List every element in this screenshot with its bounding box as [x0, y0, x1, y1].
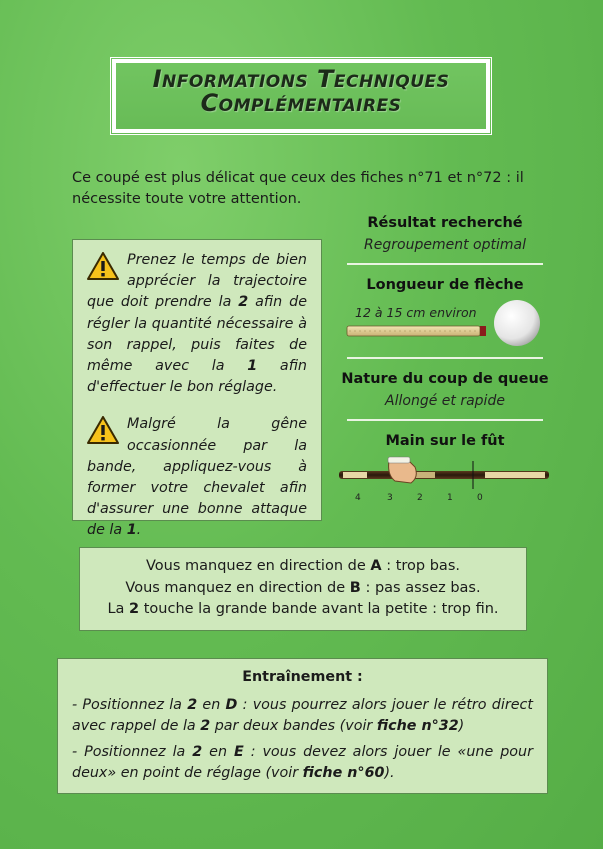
warning-paragraph: Prenez le temps de bien apprécier la trajectoire que doit prendre la 2 afin de régler la quantité nécessaire à son rappel, puis faites de même avec la 1 afin d'effectuer le bon réglage. [87, 252, 307, 396]
warning-icon [87, 252, 119, 280]
title-line-2: Complémentaires [200, 89, 402, 117]
cue-ball-icon [492, 298, 542, 348]
warning-box [72, 239, 322, 539]
scale-label: 2 [417, 493, 423, 503]
training-box [57, 658, 548, 794]
scale-label: 4 [355, 493, 361, 503]
training-title: Entraînement : [242, 669, 363, 685]
arrow-heading: Longueur de flèche [366, 277, 524, 293]
diagnostics-box [79, 547, 527, 631]
arrow-diagram [335, 293, 555, 351]
title-line-1: Informations Techniques [152, 65, 450, 93]
diagnostic-line: Vous manquez en direction de B : pas assez bas. [125, 579, 481, 596]
divider [347, 357, 543, 359]
cue-tip-icon [345, 321, 490, 343]
result-value: Regroupement optimal [364, 237, 526, 253]
warning-icon [87, 416, 119, 444]
scale-label: 3 [387, 493, 393, 503]
technique-panel [335, 215, 555, 511]
scale-label: 1 [447, 493, 453, 503]
cue-scale [335, 449, 555, 511]
scale-labels [335, 493, 555, 507]
warning-paragraph: Malgré la gêne occasionnée par la bande, appliquez-vous à former votre chevalet afin d'assurer une bonne attaque de la 1. [87, 416, 307, 539]
cue-shaft-icon [335, 455, 555, 489]
title-banner [110, 57, 492, 135]
arrow-value: 12 à 15 cm environ [355, 305, 477, 320]
stroke-value: Allongé et rapide [385, 393, 505, 409]
training-item: - Positionnez la 2 en D : vous pourrez alors jouer le rétro direct avec rappel de la 2 par deux bandes (voir fiche n°32) [72, 697, 533, 734]
scale-label: 0 [477, 493, 483, 503]
divider [347, 419, 543, 421]
stroke-heading: Nature du coup de queue [341, 371, 549, 387]
hand-heading: Main sur le fût [385, 433, 505, 449]
fiches-ref: fiches n°71 et n°72 [360, 170, 502, 186]
result-heading: Résultat recherché [367, 215, 523, 231]
divider [347, 263, 543, 265]
training-item: - Positionnez la 2 en E : vous devez alors jouer le «une pour deux» en point de réglage (voir fiche n°60). [72, 744, 533, 781]
diagnostic-line: Vous manquez en direction de A : trop bas. [146, 558, 460, 574]
intro-text: Ce coupé est plus délicat que ceux des fiches n°71 et n°72 : il nécessite toute votre attention. [72, 170, 524, 207]
diagnostic-line: La 2 touche la grande bande avant la petite : trop fin. [107, 601, 499, 617]
